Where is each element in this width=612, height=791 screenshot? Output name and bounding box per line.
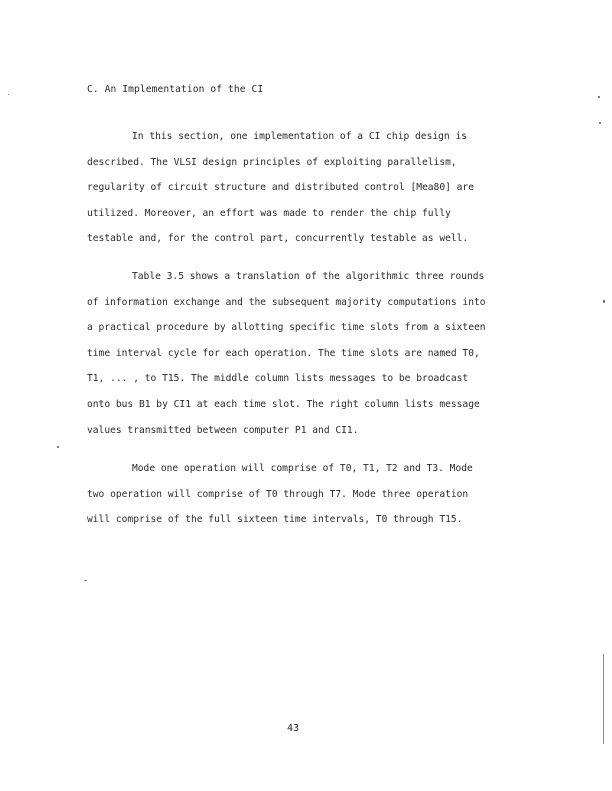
scan-speck [598,96,600,98]
paragraph-line: of information exchange and the subsequent majority computations into [87,296,486,308]
paragraph-line: Table 3.5 shows a translation of the algorithmic three rounds [132,271,485,282]
paragraph-line: time interval cycle for each operation. The time slots are named T0, [87,347,480,359]
paragraph-3 [87,456,527,533]
paragraph-line: testable and, for the control part, concurrently testable as well. [87,233,469,245]
paragraph-line: Mode one operation will comprise of T0, T1, T2 and T3. Mode [132,463,473,474]
paragraph-1 [87,124,527,252]
scan-speck [599,122,601,124]
paragraph-line: a practical procedure by allotting specific time slots from a sixteen [87,322,486,334]
scan-edge-line [603,654,604,744]
paragraph-line: two operation will comprise of T0 through T7. Mode three operation [87,488,469,500]
scan-speck [84,580,87,581]
page-number: 43 [287,723,300,734]
paragraph-line: described. The VLSI design principles of exploiting parallelism, [87,156,457,168]
paragraph-line: T1, ... , to T15. The middle column lists messages to be broadcast [87,373,469,385]
paragraph-line: onto bus B1 by CI1 at each time slot. The right column lists message [87,398,480,410]
paragraph-line: regularity of circuit structure and distributed control [Mea80] are [87,182,474,194]
scan-speck [8,94,9,95]
scan-speck [57,446,59,448]
paragraph-line: In this section, one implementation of a CI chip design is [132,131,468,142]
paragraph-line: will comprise of the full sixteen time intervals, T0 through T15. [87,514,463,526]
scan-speck [603,300,605,303]
section-heading: C. An Implementation of the CI [87,84,264,95]
paragraph-line: values transmitted between computer P1 and CI1. [87,424,359,436]
paragraph-2 [87,264,527,443]
paragraph-line: utilized. Moreover, an effort was made to render the chip fully [87,207,451,219]
